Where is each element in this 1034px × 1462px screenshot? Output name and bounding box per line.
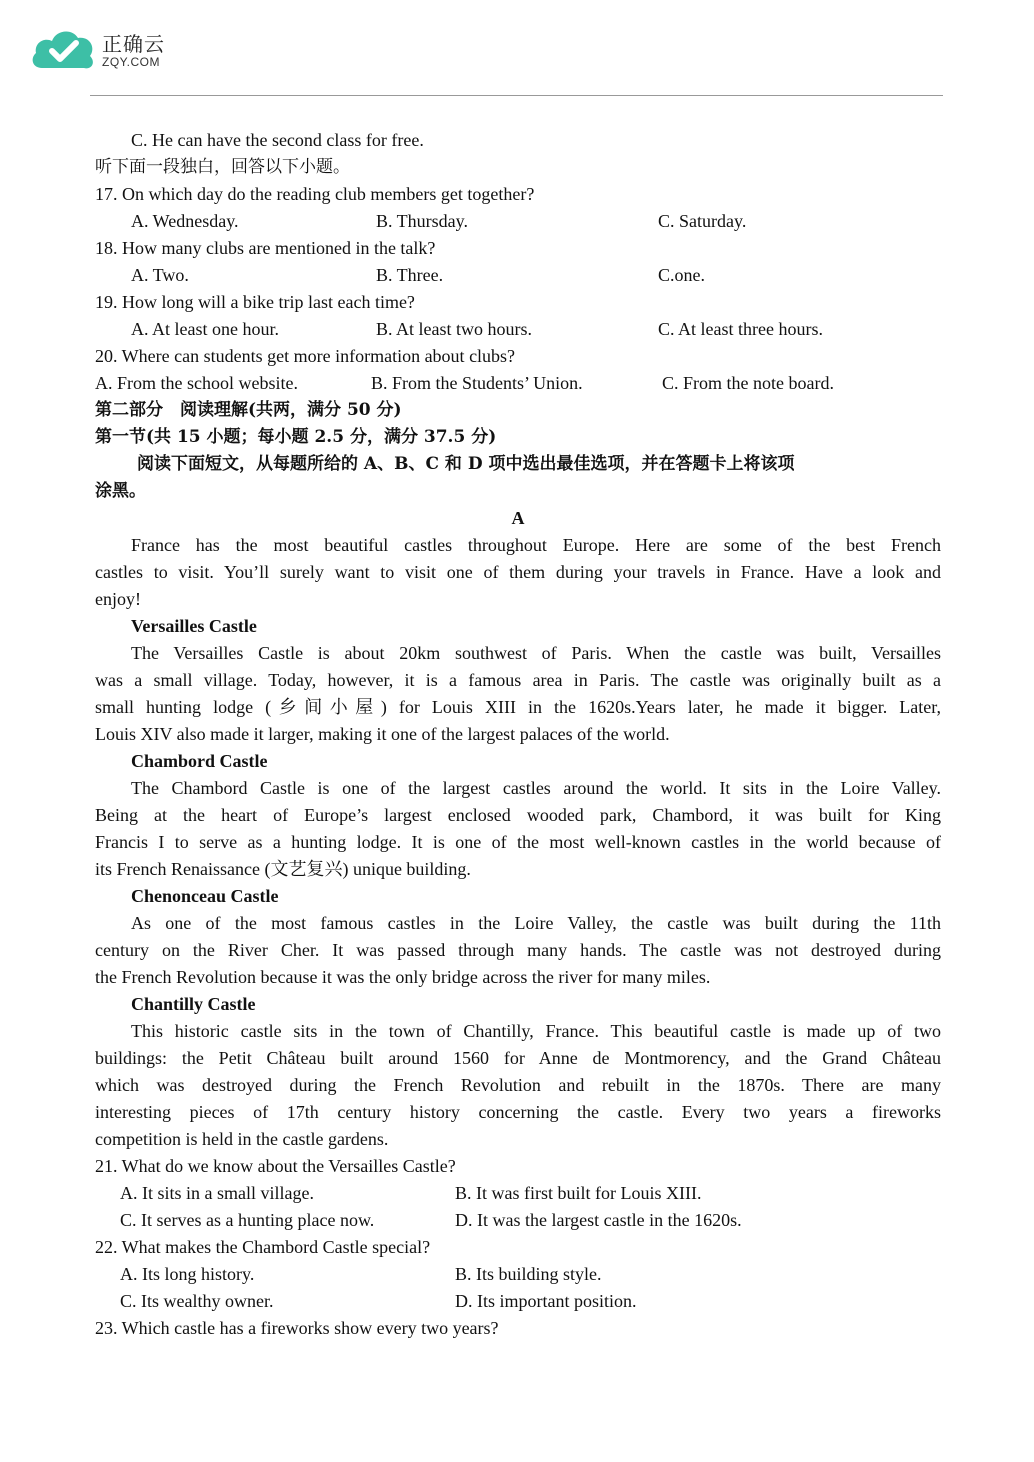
option-c: C.one.: [658, 265, 705, 285]
versailles-heading: Versailles Castle: [131, 616, 257, 636]
chambord-line: its French Renaissance (文艺复兴) unique building.: [95, 859, 471, 879]
option-c: C. Saturday.: [658, 211, 747, 231]
option-c: C. From the note board.: [662, 373, 834, 393]
question-19-stem: 19. How long will a bike trip last each time?: [95, 292, 415, 312]
option-b: B. Thursday.: [376, 211, 468, 231]
chambord-line: Being at the heart of Europe’s largest enclosed wooded park, Chambord, it was built for King: [95, 805, 941, 825]
question-23-stem: 23. Which castle has a fireworks show every two years?: [95, 1318, 499, 1338]
question-17-stem: 17. On which day do the reading club members get together?: [95, 184, 535, 204]
question-18-options: [95, 262, 941, 289]
option-b: B. Its building style.: [455, 1264, 602, 1284]
question-17-options: [95, 208, 941, 235]
option-c: C. Its wealthy owner.: [120, 1291, 274, 1311]
option-a: A. Its long history.: [120, 1264, 255, 1284]
intro-line: France has the most beautiful castles throughout Europe. Here are some of the best French: [131, 535, 941, 555]
option-a: A. Wednesday.: [131, 211, 239, 231]
versailles-line: small hunting lodge (乡间小屋) for Louis XIII in the 1620s.Years later, he made it bigger. Later,: [95, 697, 941, 717]
chantilly-line: buildings: the Petit Château built around 1560 for Anne de Montmorency, and the Grand Château: [95, 1048, 941, 1068]
cloud-check-icon: [28, 24, 98, 74]
chantilly-line: competition is held in the castle gardens.: [95, 1129, 389, 1149]
chenonceau-heading: Chenonceau Castle: [131, 886, 279, 906]
passage-label: A: [511, 508, 525, 528]
reading-instruction-cont: 涂黑。: [95, 481, 146, 501]
versailles-line: Louis XIV also made it larger, making it one of the largest palaces of the world.: [95, 724, 670, 744]
chenonceau-line: As one of the most famous castles in the Loire Valley, the castle was built during the 11th: [131, 913, 941, 933]
option-d: D. Its important position.: [455, 1291, 637, 1311]
chambord-line: Francis I to serve as a hunting lodge. It is one of the most well-known castles in the world because of: [95, 832, 941, 852]
header-divider: [90, 95, 943, 96]
prev-option-c: C. He can have the second class for free.: [131, 130, 424, 150]
listening-instruction: 听下面一段独白，回答以下小题。: [95, 157, 350, 177]
chantilly-line: interesting pieces of 17th century history concerning the castle. Every two years a fireworks: [95, 1102, 941, 1122]
option-a: A. At least one hour.: [131, 319, 279, 339]
question-21-options-row2: [95, 1207, 941, 1234]
option-a: A. From the school website.: [95, 373, 298, 393]
question-22-options-row1: [95, 1261, 941, 1288]
versailles-line: The Versailles Castle is about 20km southwest of Paris. When the castle was built, Versailles: [131, 643, 941, 663]
option-b: B. At least two hours.: [376, 319, 532, 339]
zqy-logo: [28, 22, 188, 76]
question-20-options: [95, 370, 941, 397]
option-c: C. At least three hours.: [658, 319, 823, 339]
question-18-stem: 18. How many clubs are mentioned in the talk?: [95, 238, 436, 258]
reading-instruction: 阅读下面短文，从每题所给的 A、B、C 和 D 项中选出最佳选项，并在答题卡上将该项: [137, 454, 795, 474]
intro-line: enjoy!: [95, 589, 141, 609]
question-22-stem: 22. What makes the Chambord Castle special?: [95, 1237, 431, 1257]
versailles-line: was a small village. Today, however, it is a famous area in Paris. The castle was originally built as a: [95, 670, 941, 690]
option-b: B. It was first built for Louis XIII.: [455, 1183, 702, 1203]
chenonceau-line: the French Revolution because it was the only bridge across the river for many miles.: [95, 967, 711, 987]
brand-domain: ZQY.COM: [102, 55, 160, 69]
chantilly-line: which was destroyed during the French Revolution and rebuilt in the 1870s. There are many: [95, 1075, 941, 1095]
question-21-stem: 21. What do we know about the Versailles Castle?: [95, 1156, 456, 1176]
brand-name-cn: 正确云: [102, 32, 165, 56]
part-2-title: 第二部分 阅读理解(共两，满分 50 分): [95, 400, 402, 420]
question-22-options-row2: [95, 1288, 941, 1315]
chenonceau-line: century on the River Cher. It was passed through many hands. The castle was not destroyed during: [95, 940, 941, 960]
document-body: [95, 127, 941, 1342]
option-b: B. From the Students’ Union.: [371, 373, 583, 393]
question-21-options-row1: [95, 1180, 941, 1207]
option-d: D. It was the largest castle in the 1620s.: [455, 1210, 742, 1230]
option-a: A. Two.: [131, 265, 189, 285]
chambord-line: The Chambord Castle is one of the largest castles around the world. It sits in the Loire Valley.: [131, 778, 941, 798]
chantilly-line: This historic castle sits in the town of Chantilly, France. This beautiful castle is made up of two: [131, 1021, 941, 1041]
intro-line: castles to visit. You’ll surely want to visit one of them during your travels in France. Have a look and: [95, 562, 941, 582]
chambord-heading: Chambord Castle: [131, 751, 268, 771]
option-a: A. It sits in a small village.: [120, 1183, 314, 1203]
option-b: B. Three.: [376, 265, 444, 285]
section-1-title: 第一节(共 15 小题；每小题 2.5 分，满分 37.5 分): [95, 427, 497, 447]
chantilly-heading: Chantilly Castle: [131, 994, 256, 1014]
question-20-stem: 20. Where can students get more information about clubs?: [95, 346, 516, 366]
option-c: C. It serves as a hunting place now.: [120, 1210, 375, 1230]
question-19-options: [95, 316, 941, 343]
